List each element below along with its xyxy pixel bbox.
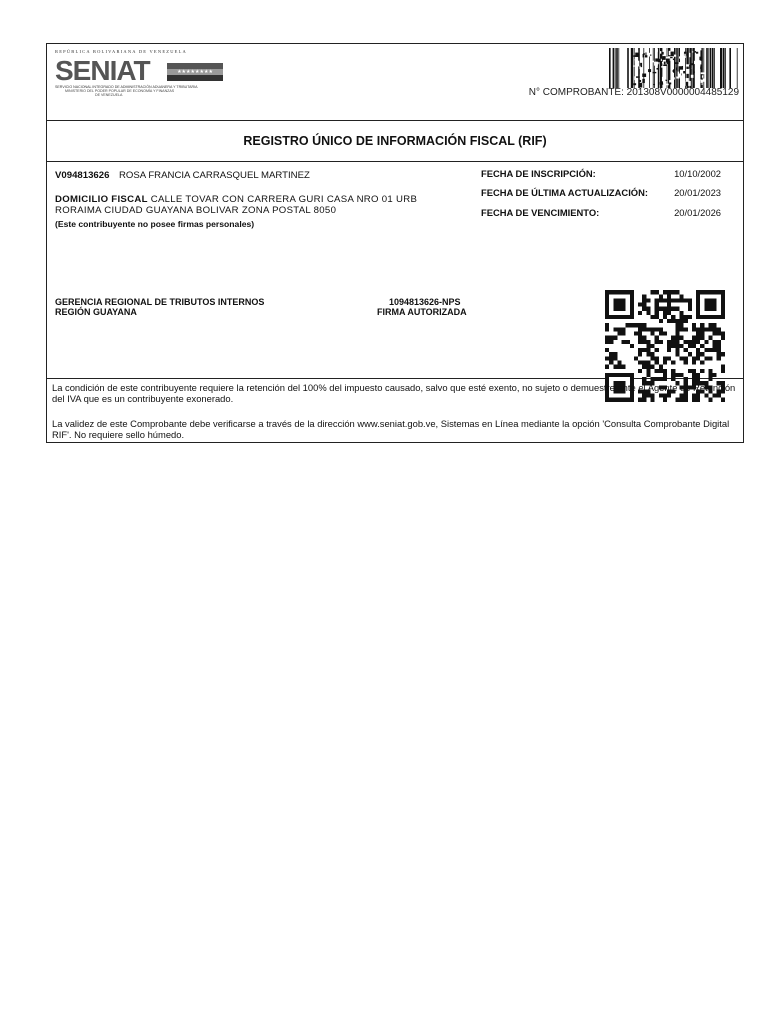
signature-label: FIRMA AUTORIZADA xyxy=(377,307,467,317)
rif-number: V094813626 xyxy=(55,170,110,181)
domicilio-address-2: RORAIMA CIUDAD GUAYANA BOLIVAR ZONA POSTAL 8050 xyxy=(55,205,337,216)
domicilio-line-1 xyxy=(55,194,417,205)
fecha-vencimiento-label: FECHA DE VENCIMIENTO: xyxy=(481,207,600,218)
retention-note: La condición de este contribuyente requiere la retención del 100% del impuesto causado, salvo que esté exento, no sujeto o demuestre ante el Agente de Retención del IVA que es un contribuyente exonerado. xyxy=(52,382,736,404)
office-region: REGIÓN GUAYANA xyxy=(55,307,137,317)
firmas-note: (Este contribuyente no posee firmas personales) xyxy=(55,219,255,229)
header-section xyxy=(47,44,743,121)
signature-code: 1094813626-NPS xyxy=(389,297,461,307)
document-title: REGISTRO ÚNICO DE INFORMACIÓN FISCAL (RIF) xyxy=(243,134,547,148)
taxpayer-section xyxy=(47,162,743,379)
logo-agency-text: SERVICIO NACIONAL INTEGRADO DE ADMINISTRACIÓN ADUANERA Y TRIBUTARIA xyxy=(55,85,198,89)
flag-icon: ★★★★★★★★ xyxy=(167,63,223,81)
domicilio-address-1: CALLE TOVAR CON CARRERA GURI CASA NRO 01 URB xyxy=(150,194,418,205)
validity-note: La validez de este Comprobante debe verificarse a través de la dirección www.seniat.gob.ve, Sistemas en Línea mediante la opción 'Consulta Comprobante Digital RIF'. No requiere sello húmedo. xyxy=(52,418,730,440)
seniat-logo xyxy=(55,49,235,107)
fecha-vencimiento-value: 20/01/2026 xyxy=(674,207,721,218)
title-section xyxy=(47,120,743,162)
logo-republic-text: REPÚBLICA BOLIVARIANA DE VENEZUELA xyxy=(55,49,188,54)
barcode-icon xyxy=(609,48,739,88)
fecha-actualizacion-label: FECHA DE ÚLTIMA ACTUALIZACIÓN: xyxy=(481,187,648,198)
logo-wordmark: SENIAT xyxy=(55,55,150,86)
notes-section xyxy=(47,379,743,443)
fecha-actualizacion-value: 20/01/2023 xyxy=(674,187,721,198)
domicilio-label: DOMICILIO FISCAL xyxy=(55,194,148,205)
rif-certificate xyxy=(46,43,744,443)
comprobante-number: N° COMPROBANTE: 201308V0000004485129 xyxy=(528,87,739,98)
office-name: GERENCIA REGIONAL DE TRIBUTOS INTERNOS xyxy=(55,297,265,307)
logo-ministry-text: MINISTERIO DEL PODER POPULAR DE ECONOMÍA Y FINANZAS xyxy=(65,89,175,93)
fecha-inscripcion-label: FECHA DE INSCRIPCIÓN: xyxy=(481,168,596,179)
taxpayer-name: ROSA FRANCIA CARRASQUEL MARTINEZ xyxy=(119,170,310,181)
fecha-inscripcion-value: 10/10/2002 xyxy=(674,168,721,179)
logo-country-text: DE VENEZUELA xyxy=(95,93,123,97)
